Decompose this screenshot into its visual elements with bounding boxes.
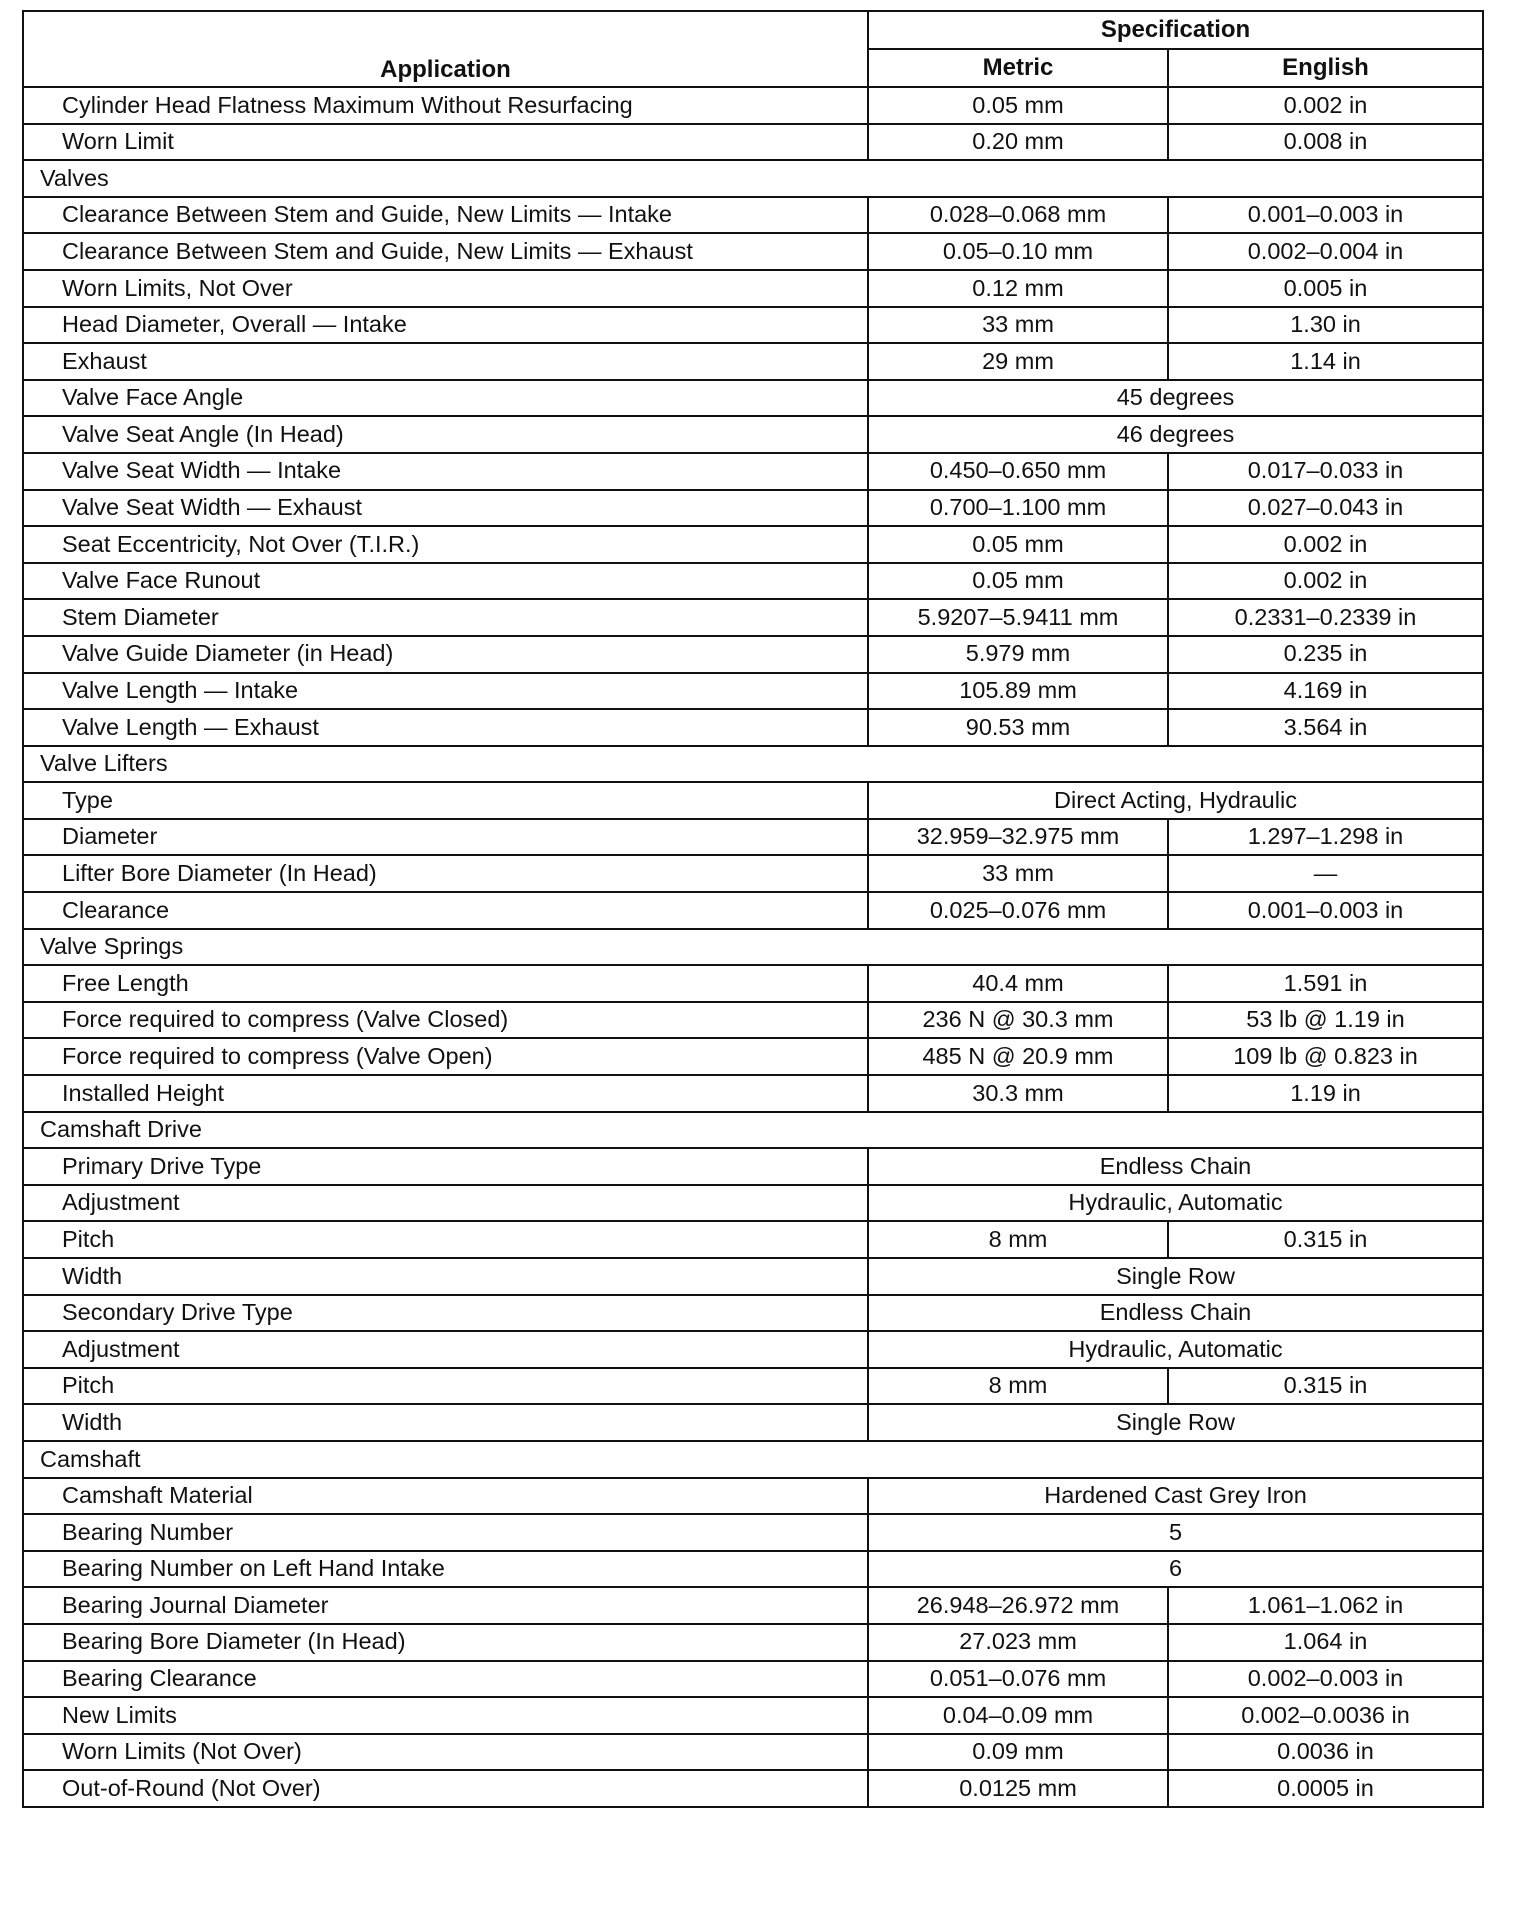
table-row	[23, 233, 1483, 270]
english-cell: 4.169 in	[1168, 673, 1483, 710]
application-cell: Bearing Bore Diameter (In Head)	[23, 1624, 868, 1661]
metric-cell: 90.53 mm	[868, 709, 1168, 746]
metric-cell: 27.023 mm	[868, 1624, 1168, 1661]
application-cell: Bearing Number	[23, 1514, 868, 1551]
table-row	[23, 1514, 1483, 1551]
english-header: English	[1168, 49, 1483, 87]
application-cell: Head Diameter, Overall — Intake	[23, 307, 868, 344]
english-cell: 0.002 in	[1168, 563, 1483, 600]
metric-cell: 26.948–26.972 mm	[868, 1587, 1168, 1624]
english-cell: 1.591 in	[1168, 965, 1483, 1002]
table-row	[23, 124, 1483, 161]
application-cell: Cylinder Head Flatness Maximum Without Resurfacing	[23, 87, 868, 124]
metric-cell: 0.450–0.650 mm	[868, 453, 1168, 490]
application-cell: Exhaust	[23, 343, 868, 380]
section-row	[23, 746, 1483, 783]
metric-cell: 33 mm	[868, 855, 1168, 892]
application-header: Application	[23, 11, 868, 87]
metric-cell: 0.025–0.076 mm	[868, 892, 1168, 929]
application-cell: Secondary Drive Type	[23, 1295, 868, 1332]
table-row	[23, 270, 1483, 307]
spec-value-cell: 6	[868, 1551, 1483, 1588]
spec-value-cell: Hydraulic, Automatic	[868, 1331, 1483, 1368]
english-cell: 0.315 in	[1168, 1221, 1483, 1258]
spec-value-cell: Direct Acting, Hydraulic	[868, 782, 1483, 819]
metric-cell: 8 mm	[868, 1221, 1168, 1258]
application-cell: Camshaft Material	[23, 1478, 868, 1515]
application-cell: Valve Length — Exhaust	[23, 709, 868, 746]
metric-cell: 0.05 mm	[868, 87, 1168, 124]
metric-cell: 0.0125 mm	[868, 1770, 1168, 1807]
english-cell: 0.008 in	[1168, 124, 1483, 161]
english-cell: 0.002–0.0036 in	[1168, 1697, 1483, 1734]
metric-cell: 5.979 mm	[868, 636, 1168, 673]
application-cell: Worn Limit	[23, 124, 868, 161]
application-cell: Worn Limits, Not Over	[23, 270, 868, 307]
table-row	[23, 526, 1483, 563]
table-row	[23, 197, 1483, 234]
application-cell: Clearance Between Stem and Guide, New Limits — Exhaust	[23, 233, 868, 270]
table-row	[23, 1038, 1483, 1075]
application-cell: Seat Eccentricity, Not Over (T.I.R.)	[23, 526, 868, 563]
table-row	[23, 892, 1483, 929]
table-row	[23, 1661, 1483, 1698]
english-cell: 1.061–1.062 in	[1168, 1587, 1483, 1624]
metric-cell: 40.4 mm	[868, 965, 1168, 1002]
application-cell: Valve Face Angle	[23, 380, 868, 417]
table-row	[23, 1295, 1483, 1332]
application-cell: Pitch	[23, 1221, 868, 1258]
section-label: Valve Lifters	[23, 746, 1483, 783]
metric-cell: 29 mm	[868, 343, 1168, 380]
section-row	[23, 1112, 1483, 1149]
english-cell: 1.14 in	[1168, 343, 1483, 380]
table-row	[23, 1587, 1483, 1624]
specification-header: Specification	[868, 11, 1483, 49]
english-cell: 0.001–0.003 in	[1168, 197, 1483, 234]
table-header	[23, 11, 1483, 87]
spec-value-cell: 5	[868, 1514, 1483, 1551]
application-cell: Worn Limits (Not Over)	[23, 1734, 868, 1771]
application-cell: Installed Height	[23, 1075, 868, 1112]
application-cell: Bearing Journal Diameter	[23, 1587, 868, 1624]
metric-cell: 485 N @ 20.9 mm	[868, 1038, 1168, 1075]
table-row	[23, 965, 1483, 1002]
application-cell: Lifter Bore Diameter (In Head)	[23, 855, 868, 892]
table-row	[23, 1258, 1483, 1295]
section-label: Valve Springs	[23, 929, 1483, 966]
metric-cell: 0.20 mm	[868, 124, 1168, 161]
metric-cell: 0.12 mm	[868, 270, 1168, 307]
english-cell: 0.027–0.043 in	[1168, 490, 1483, 527]
table-row	[23, 1368, 1483, 1405]
metric-cell: 0.051–0.076 mm	[868, 1661, 1168, 1698]
table-row	[23, 636, 1483, 673]
metric-cell: 30.3 mm	[868, 1075, 1168, 1112]
application-cell: Adjustment	[23, 1331, 868, 1368]
section-row	[23, 1441, 1483, 1478]
application-cell: Valve Seat Angle (In Head)	[23, 416, 868, 453]
metric-cell: 0.028–0.068 mm	[868, 197, 1168, 234]
table-row	[23, 453, 1483, 490]
english-cell: 0.005 in	[1168, 270, 1483, 307]
application-cell: Valve Seat Width — Exhaust	[23, 490, 868, 527]
table-row	[23, 1221, 1483, 1258]
metric-header: Metric	[868, 49, 1168, 87]
table-body	[23, 87, 1483, 1807]
section-label: Camshaft Drive	[23, 1112, 1483, 1149]
spec-value-cell: Endless Chain	[868, 1148, 1483, 1185]
english-cell: 0.002–0.004 in	[1168, 233, 1483, 270]
application-cell: Force required to compress (Valve Closed)	[23, 1002, 868, 1039]
table-row	[23, 1075, 1483, 1112]
spec-value-cell: Single Row	[868, 1404, 1483, 1441]
english-cell: 0.235 in	[1168, 636, 1483, 673]
application-cell: Width	[23, 1404, 868, 1441]
application-cell: Valve Seat Width — Intake	[23, 453, 868, 490]
table-row	[23, 709, 1483, 746]
application-cell: Valve Length — Intake	[23, 673, 868, 710]
table-row	[23, 673, 1483, 710]
spec-value-cell: Hardened Cast Grey Iron	[868, 1478, 1483, 1515]
section-row	[23, 160, 1483, 197]
english-cell: 0.0036 in	[1168, 1734, 1483, 1771]
table-row	[23, 1624, 1483, 1661]
specification-table	[22, 10, 1484, 1808]
english-cell: 1.30 in	[1168, 307, 1483, 344]
table-row	[23, 782, 1483, 819]
metric-cell: 236 N @ 30.3 mm	[868, 1002, 1168, 1039]
spec-value-cell: 46 degrees	[868, 416, 1483, 453]
table-row	[23, 87, 1483, 124]
table-row	[23, 307, 1483, 344]
metric-cell: 0.05–0.10 mm	[868, 233, 1168, 270]
english-cell: 0.002–0.003 in	[1168, 1661, 1483, 1698]
english-cell: 0.0005 in	[1168, 1770, 1483, 1807]
english-cell: 1.297–1.298 in	[1168, 819, 1483, 856]
metric-cell: 32.959–32.975 mm	[868, 819, 1168, 856]
english-cell: 0.315 in	[1168, 1368, 1483, 1405]
application-cell: Stem Diameter	[23, 599, 868, 636]
english-cell: 0.002 in	[1168, 87, 1483, 124]
header-row	[23, 11, 1483, 49]
english-cell: 109 lb @ 0.823 in	[1168, 1038, 1483, 1075]
spec-value-cell: Hydraulic, Automatic	[868, 1185, 1483, 1222]
english-cell: 1.064 in	[1168, 1624, 1483, 1661]
english-cell: 0.002 in	[1168, 526, 1483, 563]
table-row	[23, 416, 1483, 453]
english-cell: 53 lb @ 1.19 in	[1168, 1002, 1483, 1039]
metric-cell: 5.9207–5.9411 mm	[868, 599, 1168, 636]
application-cell: Valve Face Runout	[23, 563, 868, 600]
table-row	[23, 1770, 1483, 1807]
table-row	[23, 380, 1483, 417]
english-cell: —	[1168, 855, 1483, 892]
table-row	[23, 343, 1483, 380]
table-row	[23, 1551, 1483, 1588]
application-cell: Bearing Number on Left Hand Intake	[23, 1551, 868, 1588]
application-cell: Primary Drive Type	[23, 1148, 868, 1185]
table-row	[23, 1404, 1483, 1441]
table-row	[23, 1185, 1483, 1222]
metric-cell: 0.09 mm	[868, 1734, 1168, 1771]
spec-value-cell: 45 degrees	[868, 380, 1483, 417]
application-cell: Type	[23, 782, 868, 819]
english-cell: 3.564 in	[1168, 709, 1483, 746]
spec-value-cell: Single Row	[868, 1258, 1483, 1295]
english-cell: 0.001–0.003 in	[1168, 892, 1483, 929]
table-row	[23, 490, 1483, 527]
section-label: Camshaft	[23, 1441, 1483, 1478]
english-cell: 0.017–0.033 in	[1168, 453, 1483, 490]
application-cell: Diameter	[23, 819, 868, 856]
table-row	[23, 563, 1483, 600]
english-cell: 1.19 in	[1168, 1075, 1483, 1112]
table-row	[23, 1697, 1483, 1734]
application-cell: New Limits	[23, 1697, 868, 1734]
metric-cell: 0.05 mm	[868, 526, 1168, 563]
table-row	[23, 855, 1483, 892]
table-row	[23, 1002, 1483, 1039]
english-cell: 0.2331–0.2339 in	[1168, 599, 1483, 636]
application-cell: Valve Guide Diameter (in Head)	[23, 636, 868, 673]
application-cell: Free Length	[23, 965, 868, 1002]
spec-value-cell: Endless Chain	[868, 1295, 1483, 1332]
table-row	[23, 1331, 1483, 1368]
section-row	[23, 929, 1483, 966]
metric-cell: 0.05 mm	[868, 563, 1168, 600]
table-row	[23, 1734, 1483, 1771]
table-row	[23, 1478, 1483, 1515]
metric-cell: 33 mm	[868, 307, 1168, 344]
application-cell: Bearing Clearance	[23, 1661, 868, 1698]
table-row	[23, 599, 1483, 636]
metric-cell: 105.89 mm	[868, 673, 1168, 710]
metric-cell: 0.04–0.09 mm	[868, 1697, 1168, 1734]
application-cell: Pitch	[23, 1368, 868, 1405]
metric-cell: 8 mm	[868, 1368, 1168, 1405]
application-cell: Adjustment	[23, 1185, 868, 1222]
application-cell: Force required to compress (Valve Open)	[23, 1038, 868, 1075]
application-cell: Clearance	[23, 892, 868, 929]
metric-cell: 0.700–1.100 mm	[868, 490, 1168, 527]
application-cell: Out-of-Round (Not Over)	[23, 1770, 868, 1807]
application-cell: Clearance Between Stem and Guide, New Limits — Intake	[23, 197, 868, 234]
table-row	[23, 1148, 1483, 1185]
section-label: Valves	[23, 160, 1483, 197]
table-row	[23, 819, 1483, 856]
application-cell: Width	[23, 1258, 868, 1295]
